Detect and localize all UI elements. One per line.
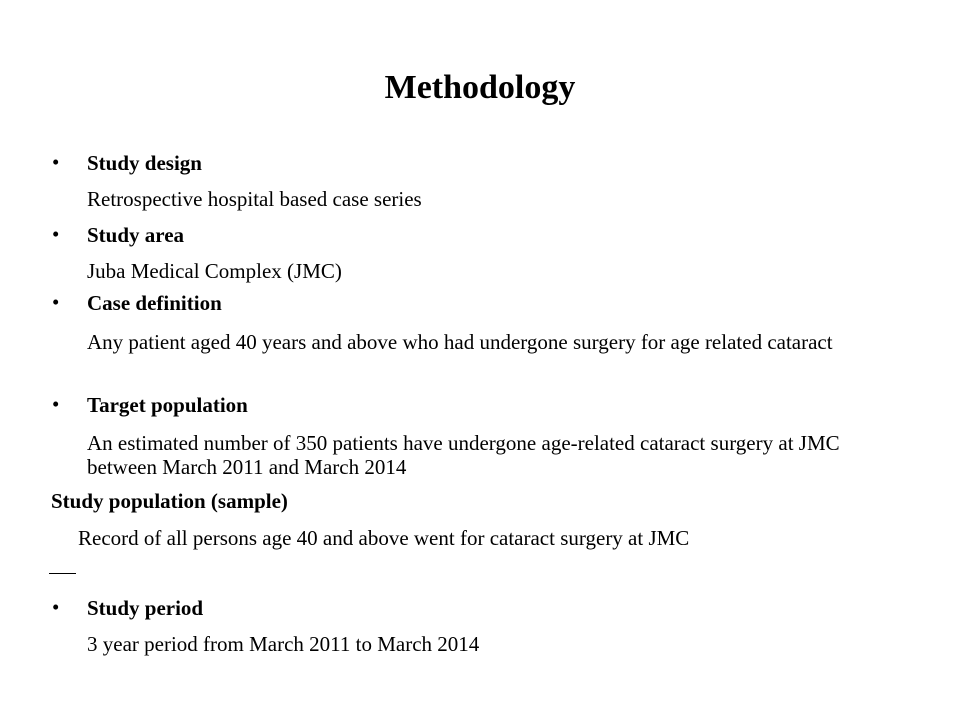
bullet-icon: • [52,392,60,416]
bullet-icon: • [52,290,60,314]
section-heading-study-population: Study population (sample) [51,489,288,513]
section-text-study-population: Record of all persons age 40 and above went for cataract surgery at JMC [78,526,690,550]
bullet-icon: • [52,222,60,246]
slide-title: Methodology [384,69,576,106]
section-text-study-area: Juba Medical Complex (JMC) [87,259,342,283]
bullet-icon: • [52,150,60,174]
section-text-case-definition: Any patient aged 40 years and above who had undergone surgery for age related cataract [87,330,833,354]
section-text-study-design: Retrospective hospital based case series [87,187,422,211]
section-heading-target-population: Target population [87,393,248,417]
section-heading-case-definition: Case definition [87,291,222,315]
section-text-study-period: 3 year period from March 2011 to March 2014 [87,632,480,656]
section-heading-study-design: Study design [87,151,202,175]
section-text-target-population: An estimated number of 350 patients have undergone age-related cataract surgery at JMC between March 2011 and March 2014 [87,431,840,479]
section-heading-study-area: Study area [87,223,185,247]
bullet-icon: • [52,595,60,619]
section-heading-study-period: Study period [87,596,204,620]
underline-stub [49,573,76,574]
